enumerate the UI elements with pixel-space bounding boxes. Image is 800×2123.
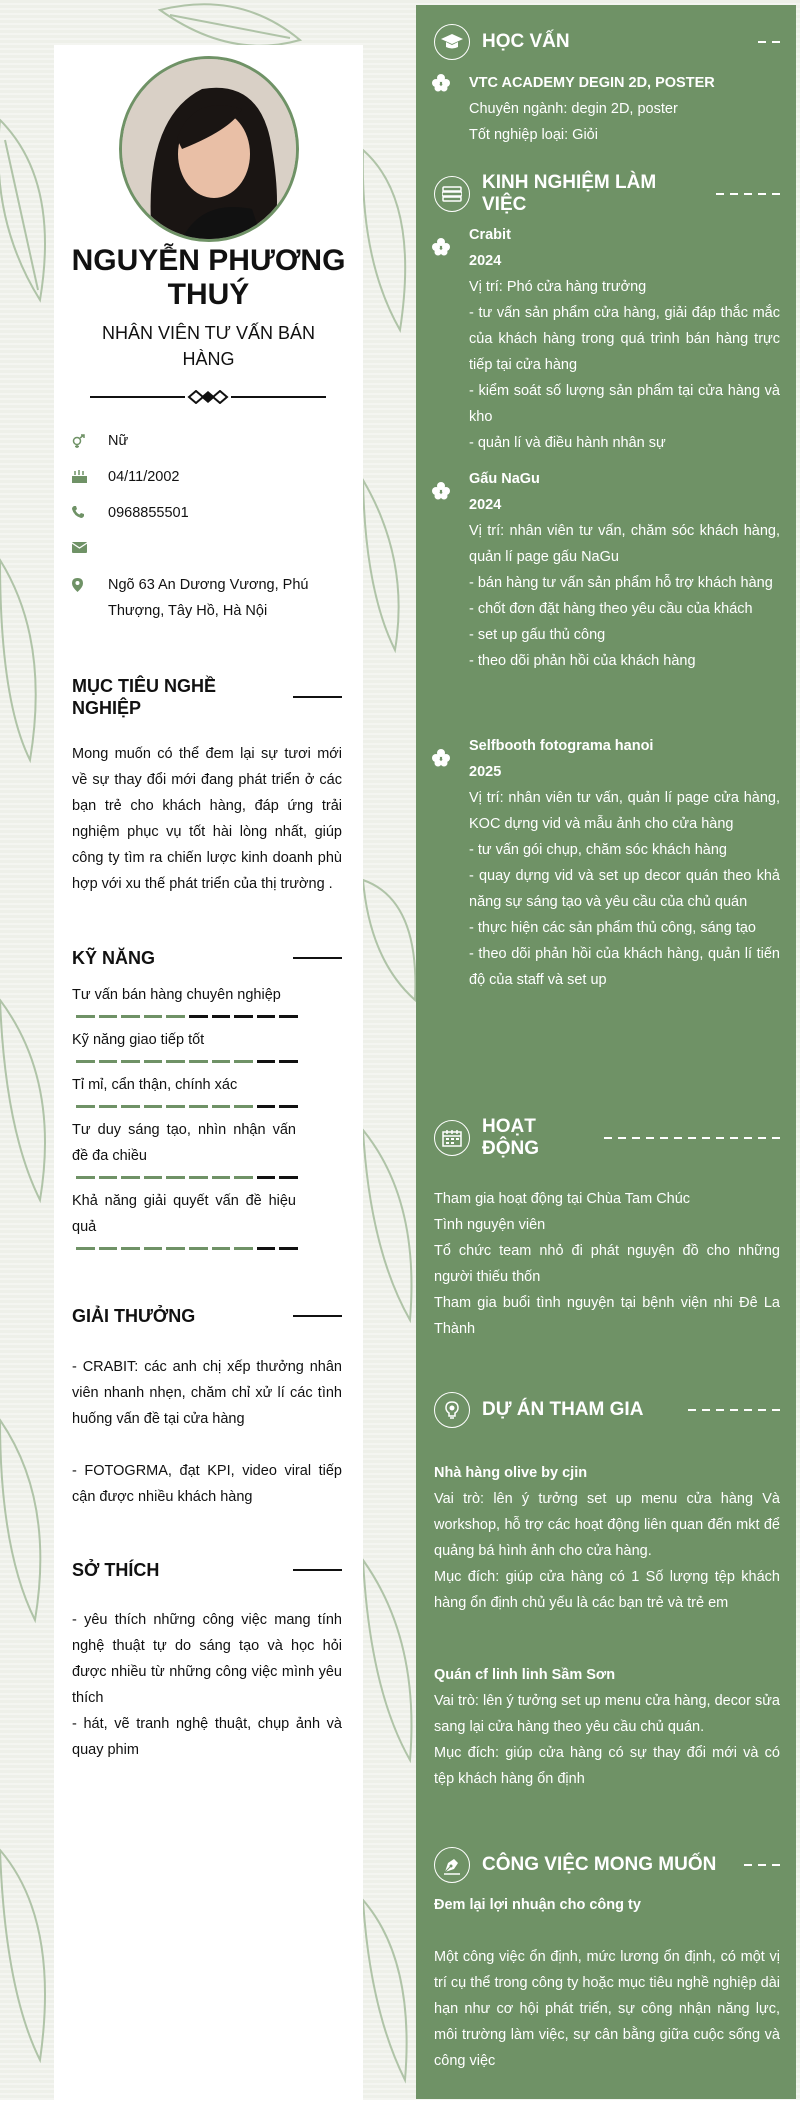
objective-title: MỤC TIÊU NGHỀ NGHIỆP bbox=[72, 676, 216, 718]
skill-segment-filled bbox=[212, 1060, 231, 1063]
school-name: VTC ACADEMY DEGIN 2D, POSTER bbox=[469, 75, 715, 91]
job-year: 2024 bbox=[469, 497, 502, 513]
skill-label: Tư vấn bán hàng chuyên nghiệp bbox=[72, 987, 281, 1003]
skill-segment-empty bbox=[257, 1176, 276, 1179]
activity-line: Tham gia buổi tình nguyện tại bệnh viện nhi Đê La Thành bbox=[434, 1295, 780, 1337]
left-details bbox=[72, 428, 342, 1763]
skill-segment-empty bbox=[257, 1247, 276, 1250]
ornament-divider bbox=[90, 390, 326, 404]
lightbulb-gear-icon bbox=[434, 1392, 470, 1428]
gender-value: Nữ bbox=[108, 433, 129, 449]
project-name: Nhà hàng olive by cjin bbox=[434, 1465, 588, 1481]
project-name: Quán cf linh linh Sầm Sơn bbox=[434, 1667, 616, 1683]
skill-segment-filled bbox=[99, 1105, 118, 1108]
skill-segment-filled bbox=[166, 1060, 185, 1063]
skill-level-bar bbox=[76, 1015, 298, 1018]
award-item: - FOTOGRMA, đạt KPI, video viral tiếp cận được nhiều khách hàng bbox=[72, 1463, 342, 1505]
skill-segment-filled bbox=[234, 1176, 253, 1179]
skill-segment-empty bbox=[279, 1060, 298, 1063]
skill-label: Kỹ năng giao tiếp tốt bbox=[72, 1032, 205, 1048]
job-year: 2024 bbox=[469, 253, 502, 269]
phone-icon bbox=[72, 500, 108, 526]
job-detail-line: - bán hàng tư vấn sản phẩm hỗ trợ khách hàng bbox=[469, 575, 773, 591]
activities-heading bbox=[434, 1118, 780, 1158]
job-detail-line: - set up gấu thủ công bbox=[469, 627, 606, 643]
activity-line: Tổ chức team nhỏ đi phát nguyện đồ cho những người thiếu thốn bbox=[434, 1243, 780, 1285]
skill-segment-filled bbox=[144, 1015, 163, 1018]
desired-job-headline: Đem lại lợi nhuận cho công ty bbox=[434, 1897, 641, 1913]
skill-segment-filled bbox=[212, 1176, 231, 1179]
skill-segment-empty bbox=[189, 1015, 208, 1018]
job-detail-line: - thực hiện các sản phẩm thủ công, sáng tạo bbox=[469, 920, 756, 936]
flower-bullet-icon bbox=[432, 74, 450, 92]
location-pin-icon bbox=[72, 572, 108, 624]
heading-rule bbox=[293, 957, 342, 959]
skill-segment-filled bbox=[99, 1176, 118, 1179]
skill-segment-filled bbox=[99, 1015, 118, 1018]
gender-icon bbox=[72, 428, 108, 454]
education-major: Chuyên ngành: degin 2D, poster bbox=[469, 101, 678, 117]
skill-segment-filled bbox=[76, 1015, 95, 1018]
text-list bbox=[469, 785, 780, 993]
skill-segment-filled bbox=[121, 1060, 140, 1063]
experience-heading bbox=[434, 174, 780, 214]
skill-segment-empty bbox=[257, 1060, 276, 1063]
job-company: Selfbooth fotograma hanoi bbox=[469, 738, 654, 754]
awards-heading bbox=[72, 1305, 342, 1327]
flower-bullet-icon bbox=[432, 238, 450, 256]
name-line-2: THUÝ bbox=[167, 278, 250, 311]
skill-segment-filled bbox=[144, 1247, 163, 1250]
phone-value: 0968855501 bbox=[108, 505, 189, 521]
skill-segment-filled bbox=[144, 1176, 163, 1179]
education-grade: Tốt nghiệp loại: Giỏi bbox=[469, 127, 598, 143]
info-email bbox=[72, 536, 342, 562]
heading-dashes bbox=[590, 41, 780, 43]
skill-label: Tư duy sáng tạo, nhìn nhận vấn đề đa chiều bbox=[72, 1122, 296, 1164]
pen-nib-icon bbox=[434, 1847, 470, 1883]
job-entry bbox=[469, 222, 780, 456]
activities-list bbox=[434, 1186, 780, 1342]
projects-heading bbox=[434, 1390, 780, 1430]
skill-segment-filled bbox=[212, 1247, 231, 1250]
job-detail-line: Vị trí: nhân viên tư vấn, chăm sóc khách hàng, quản lí page gấu NaGu bbox=[469, 523, 780, 565]
heading-rule bbox=[293, 1569, 342, 1571]
skill-level-bar bbox=[76, 1060, 298, 1063]
skill-segment-empty bbox=[279, 1176, 298, 1179]
job-company: Crabit bbox=[469, 227, 511, 243]
skill-segment-empty bbox=[212, 1015, 231, 1018]
skills-heading bbox=[72, 947, 342, 969]
flower-bullet-icon bbox=[432, 749, 450, 767]
awards-title: GIẢI THƯỞNG bbox=[72, 1306, 196, 1326]
job-detail-line: - chốt đơn đặt hàng theo yêu cầu của khách bbox=[469, 601, 753, 617]
project-detail-line: Vai trò: lên ý tưởng set up menu cửa hàng, decor sửa sang lại cửa hàng theo yêu cầu chủ quán. bbox=[434, 1693, 780, 1735]
skill-segment-filled bbox=[166, 1247, 185, 1250]
job-detail-line: Vị trí: nhân viên tư vấn, quản lí page cửa hàng, KOC dựng vid và mẫu ảnh cho cửa hàng bbox=[469, 790, 780, 832]
desired-job-heading bbox=[434, 1845, 780, 1885]
job-title-line-2: HÀNG bbox=[182, 349, 235, 369]
education-heading bbox=[434, 22, 780, 62]
envelope-icon bbox=[72, 536, 108, 562]
skill-segment-empty bbox=[279, 1105, 298, 1108]
flower-bullet-icon bbox=[432, 482, 450, 500]
education-item bbox=[469, 70, 780, 148]
award-item: - CRABIT: các anh chị xếp thưởng nhân viên nhanh nhẹn, chăm chỉ xử lí các tình huống vấn đề tại cửa hàng bbox=[72, 1359, 342, 1427]
projects-title: DỰ ÁN THAM GIA bbox=[482, 1399, 644, 1420]
text-list bbox=[434, 1486, 780, 1616]
activity-line: Tham gia hoạt động tại Chùa Tam Chúc bbox=[434, 1191, 691, 1207]
info-phone bbox=[72, 500, 342, 526]
job-detail-line: - quay dựng vid và set up decor quán theo khả năng sự sáng tạo và yêu cầu của chủ quán bbox=[469, 868, 780, 910]
job-title bbox=[54, 320, 363, 372]
job-year: 2025 bbox=[469, 764, 502, 780]
skill-segment-empty bbox=[279, 1015, 298, 1018]
info-birthday bbox=[72, 464, 342, 490]
heading-rule bbox=[293, 1315, 342, 1317]
desired-job-text: Một công việc ổn định, mức lương ổn định, có một vị trí cụ thể trong công ty hoặc mục tiêu nghề nghiệp dài hạn như cơ hội phát triển, sự công nhận năng lực, môi trường làm việc, sự cân bằng giữa cuộc sống và công việc bbox=[434, 1949, 780, 2069]
heading-dashes bbox=[598, 1137, 780, 1139]
skill-segment-filled bbox=[189, 1060, 208, 1063]
job-detail-line: - tư vấn gói chụp, chăm sóc khách hàng bbox=[469, 842, 727, 858]
project-detail-line: Mục đích: giúp cửa hàng có sự thay đổi mới và có tệp khách hàng ổn định bbox=[434, 1745, 780, 1787]
skill-level-bar bbox=[76, 1105, 298, 1108]
skill-segment-filled bbox=[121, 1247, 140, 1250]
skill-segment-filled bbox=[99, 1060, 118, 1063]
right-column-content bbox=[434, 22, 780, 2074]
heading-dashes bbox=[736, 1864, 780, 1866]
left-column-content bbox=[54, 56, 363, 1763]
books-icon bbox=[434, 176, 470, 212]
project-entry bbox=[434, 1460, 780, 1616]
hobbies-heading bbox=[72, 1559, 342, 1581]
job-title-line-1: NHÂN VIÊN TƯ VẤN BÁN bbox=[101, 323, 316, 343]
desired-job-title: CÔNG VIỆC MONG MUỐN bbox=[482, 1854, 717, 1875]
skill-segment-filled bbox=[121, 1015, 140, 1018]
skills-title: KỸ NĂNG bbox=[72, 948, 156, 968]
experience-title: KINH NGHIỆM LÀM VIỆC bbox=[482, 172, 657, 215]
skill-segment-filled bbox=[76, 1176, 95, 1179]
job-entry bbox=[469, 733, 780, 993]
skill-segment-filled bbox=[212, 1105, 231, 1108]
skill-segment-filled bbox=[189, 1247, 208, 1250]
job-detail-line: Vị trí: Phó cửa hàng trưởng bbox=[469, 279, 647, 295]
birthday-cake-icon bbox=[72, 464, 108, 490]
hobby-item: - hát, vẽ tranh nghệ thuật, chụp ảnh và quay phim bbox=[72, 1716, 342, 1758]
heading-dashes bbox=[710, 193, 780, 195]
skill-segment-filled bbox=[234, 1060, 253, 1063]
skill-segment-filled bbox=[121, 1176, 140, 1179]
birthday-value: 04/11/2002 bbox=[108, 469, 180, 485]
job-detail-line: - quản lí và điều hành nhân sự bbox=[469, 435, 666, 451]
skill-level-bar bbox=[76, 1176, 298, 1179]
education-title: HỌC VẤN bbox=[482, 31, 570, 52]
skill-segment-filled bbox=[99, 1247, 118, 1250]
objective-heading bbox=[72, 675, 342, 719]
skill-label: Khả năng giải quyết vấn đề hiệu quả bbox=[72, 1193, 296, 1235]
name-line-1: NGUYỄN PHƯƠNG bbox=[71, 244, 346, 277]
skill-segment-empty bbox=[257, 1015, 276, 1018]
skill-level-bar bbox=[76, 1247, 298, 1250]
hobbies-title: SỞ THÍCH bbox=[72, 1560, 160, 1580]
text-list bbox=[434, 1688, 780, 1792]
activities-title: HOẠT ĐỘNG bbox=[482, 1116, 539, 1159]
skill-segment-filled bbox=[121, 1105, 140, 1108]
profile-photo bbox=[119, 56, 299, 242]
skill-segment-filled bbox=[144, 1060, 163, 1063]
calendar-icon bbox=[434, 1120, 470, 1156]
activity-line: Tình nguyện viên bbox=[434, 1217, 546, 1233]
skill-label: Tỉ mỉ, cẩn thận, chính xác bbox=[72, 1077, 238, 1093]
skill-segment-filled bbox=[76, 1060, 95, 1063]
heading-dashes bbox=[663, 1409, 780, 1411]
skill-segment-filled bbox=[234, 1247, 253, 1250]
graduation-cap-icon bbox=[434, 24, 470, 60]
heading-rule bbox=[293, 696, 342, 698]
skill-segment-filled bbox=[166, 1015, 185, 1018]
skill-segment-filled bbox=[76, 1247, 95, 1250]
skill-segment-filled bbox=[144, 1105, 163, 1108]
skill-segment-filled bbox=[166, 1176, 185, 1179]
job-detail-line: - theo dõi phản hồi của khách hàng bbox=[469, 653, 696, 669]
job-company: Gấu NaGu bbox=[469, 471, 540, 487]
skill-segment-empty bbox=[234, 1015, 253, 1018]
skill-segment-filled bbox=[166, 1105, 185, 1108]
full-name bbox=[54, 244, 363, 312]
job-detail-line: - theo dõi phản hồi của khách hàng, quản lí tiến độ của staff và set up bbox=[469, 946, 780, 988]
job-detail-line: - tư vấn sản phẩm cửa hàng, giải đáp thắc mắc của khách hàng trong quá trình bán hàng trực tiếp tại cửa hàng bbox=[469, 305, 780, 373]
skill-segment-filled bbox=[76, 1105, 95, 1108]
info-address bbox=[72, 572, 342, 624]
skill-segment-filled bbox=[189, 1105, 208, 1108]
skill-segment-filled bbox=[234, 1105, 253, 1108]
project-detail-line: Mục đích: giúp cửa hàng có 1 Số lượng tệp khách hàng ổn định chủ yếu là các bạn trẻ và trẻ em bbox=[434, 1569, 780, 1611]
skill-segment-filled bbox=[189, 1176, 208, 1179]
job-entry bbox=[469, 466, 780, 674]
skill-segment-empty bbox=[257, 1105, 276, 1108]
objective-text: Mong muốn có thể đem lại sự tươi mới về sự thay đổi mới đang phát triển ở các bạn trẻ cho khách hàng, đáp ứng trải nghiệm phục vụ tốt hài lòng nhất, giúp công ty tìm ra chiến lược kinh doanh phù hợp với xu thế phát triển của thị trường . bbox=[72, 746, 342, 892]
project-detail-line: Vai trò: lên ý tưởng set up menu cửa hàng Và workshop, hỗ trợ các hoạt động liên quan đến mkt để quảng bá hình ảnh cho cửa hàng. bbox=[434, 1491, 780, 1559]
hobby-item: - yêu thích những công việc mang tính nghệ thuật tự do sáng tạo và học hỏi được nhiều từ những công việc mình yêu thích bbox=[72, 1612, 342, 1706]
project-entry bbox=[434, 1662, 780, 1792]
job-detail-line: - kiểm soát số lượng sản phẩm tại cửa hàng và kho bbox=[469, 383, 780, 425]
info-gender bbox=[72, 428, 342, 454]
skill-segment-empty bbox=[279, 1247, 298, 1250]
text-list bbox=[469, 518, 780, 674]
address-value: Ngõ 63 An Dương Vương, Phú Thượng, Tây Hồ, Hà Nội bbox=[108, 577, 309, 619]
text-list bbox=[469, 274, 780, 456]
